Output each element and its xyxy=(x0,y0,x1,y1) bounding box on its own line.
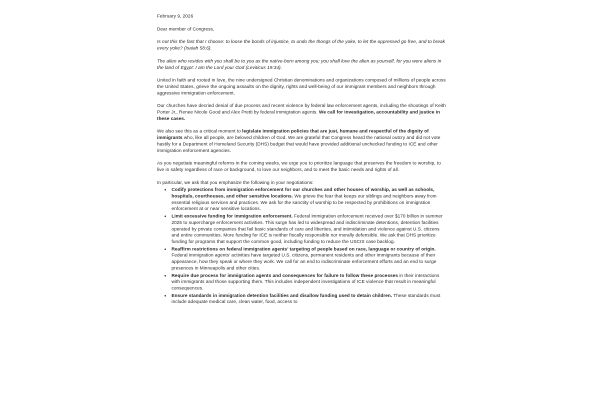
scripture-quote-isaiah: Is not this the fast that I choose: to loose the bonds of injustice, to undo the thongs of the yoke, to let the oppressed go free, and to break every yoke? (Isaiah 58:6). xyxy=(157,39,446,51)
paragraph-united-in-faith xyxy=(157,77,447,96)
bullet-ensure-standards xyxy=(171,292,448,305)
bullet-require-due-process xyxy=(171,272,448,291)
text-segment: We also see this as a critical moment to xyxy=(157,128,243,134)
text-segment: who, like all people, are beloved children of God. We are grateful that Congress heard the national outcry and did not vote hastily for a Department of Homeland Security (DHS) budget that would have provided additional unchecked funding to ICE and other immigration enforcement agencies. xyxy=(157,135,441,153)
text-segment: Our churches have decried denial of due process and recent violence by federal law enforcement agents, including the shootings of Keith Porter Jr., Renee Nicole Good and Alex Pretti by federal immigration agents. xyxy=(157,103,446,115)
bullet-list xyxy=(157,187,447,305)
bullet-reaffirm-restrictions xyxy=(171,246,448,271)
bullet-codify-protections xyxy=(171,187,448,212)
bullet-limit-funding xyxy=(171,213,448,245)
letter-page xyxy=(157,13,447,306)
text-segment: Federal immigration enforcement received over $170 billion in summer 2025 to supercharge enforcement activities. This surge has led to widespread and indiscriminate detentions, detention facilities operated by private companies that fail basic standards of care and liberties, and intimidation and violence against U.S. citizens and entire communities. More funding for ICE is neither fiscally responsible nor morally defensible. We ask that DHS prioritize funding for programs that support the common good, including funding to reduce the USCIS case backlog. xyxy=(171,213,443,244)
scripture-quote-leviticus: The alien who resides with you shall be to you as the native-born among you; you shall love the alien as yourself, for you were aliens in the land of Egypt: I am the Lord your God (Leviticus 19:34). xyxy=(157,58,442,70)
salutation: Dear member of Congress, xyxy=(157,26,215,32)
text-segment: We grieve the fear that keeps our siblings and neighbors away from essential religious services and practices. We ask for the sanctity of worship to be respected by prohibitions on immigration enforcement at or near sensitive locations. xyxy=(171,193,437,212)
text-segment: in their interactions with immigrants and those supporting them. This includes independent investigations of ICE violence that result in meaningful consequences. xyxy=(171,272,440,291)
negotiations-intro: In particular, we ask that you emphasize the following in your negotiations: xyxy=(157,179,314,185)
paragraph-critical-moment xyxy=(157,128,447,153)
text-segment: These standards must include adequate medical care, clean water, food, access to xyxy=(171,292,441,305)
date-line: February 9, 2026 xyxy=(157,13,194,19)
text-segment: Federal immigration agents' activities have targeted U.S. citizens, permanent residents and other immigrants because of their appearance, how they speak or where they work. We call for an end to indiscriminate enforcement efforts and an end to surge presences in Minneapolis and other cities. xyxy=(171,252,437,271)
text-segment: United in faith and rooted in love, the nine undersigned Christian denominations and organizations composed of millions of people across the United States, grieve the ongoing assaults on the dignity, rights and well-being of our immigrant members and neighbors through aggressive immigration enforcement. xyxy=(157,77,446,96)
text-segment: As you negotiate meaningful reforms in the coming weeks, we urge you to prioritize language that preserves the freedom to worship, to live in safety regardless of race or background, to love our neighbors, and to meet the basic needs and rights of all. xyxy=(157,160,441,172)
text-segment: Codify protections from immigration enforcement for our churches and other houses of worship, as well as schools, hospitals, courthouses, and other sensitive locations. xyxy=(171,187,435,199)
text-segment: Require due process for immigration agents and consequences for failure to follow these processes xyxy=(171,272,398,278)
text-segment: Ensure standards in immigration detention facilities and disallow funding used to detain children. xyxy=(171,292,393,298)
text-segment: We call for investigation, accountability and justice in these cases. xyxy=(157,109,440,121)
paragraph-churches-decried xyxy=(157,103,447,122)
paragraph-negotiate-reforms xyxy=(157,160,447,173)
text-segment: Limit excessive funding for immigration enforcement. xyxy=(171,213,293,219)
text-segment: Reaffirm restrictions on federal immigration agents' targeting of people based on race, language or country of origin. xyxy=(171,246,436,252)
text-segment: legislate immigration policies that are just, humane and respectful of the dignity of immigrants xyxy=(157,128,429,141)
